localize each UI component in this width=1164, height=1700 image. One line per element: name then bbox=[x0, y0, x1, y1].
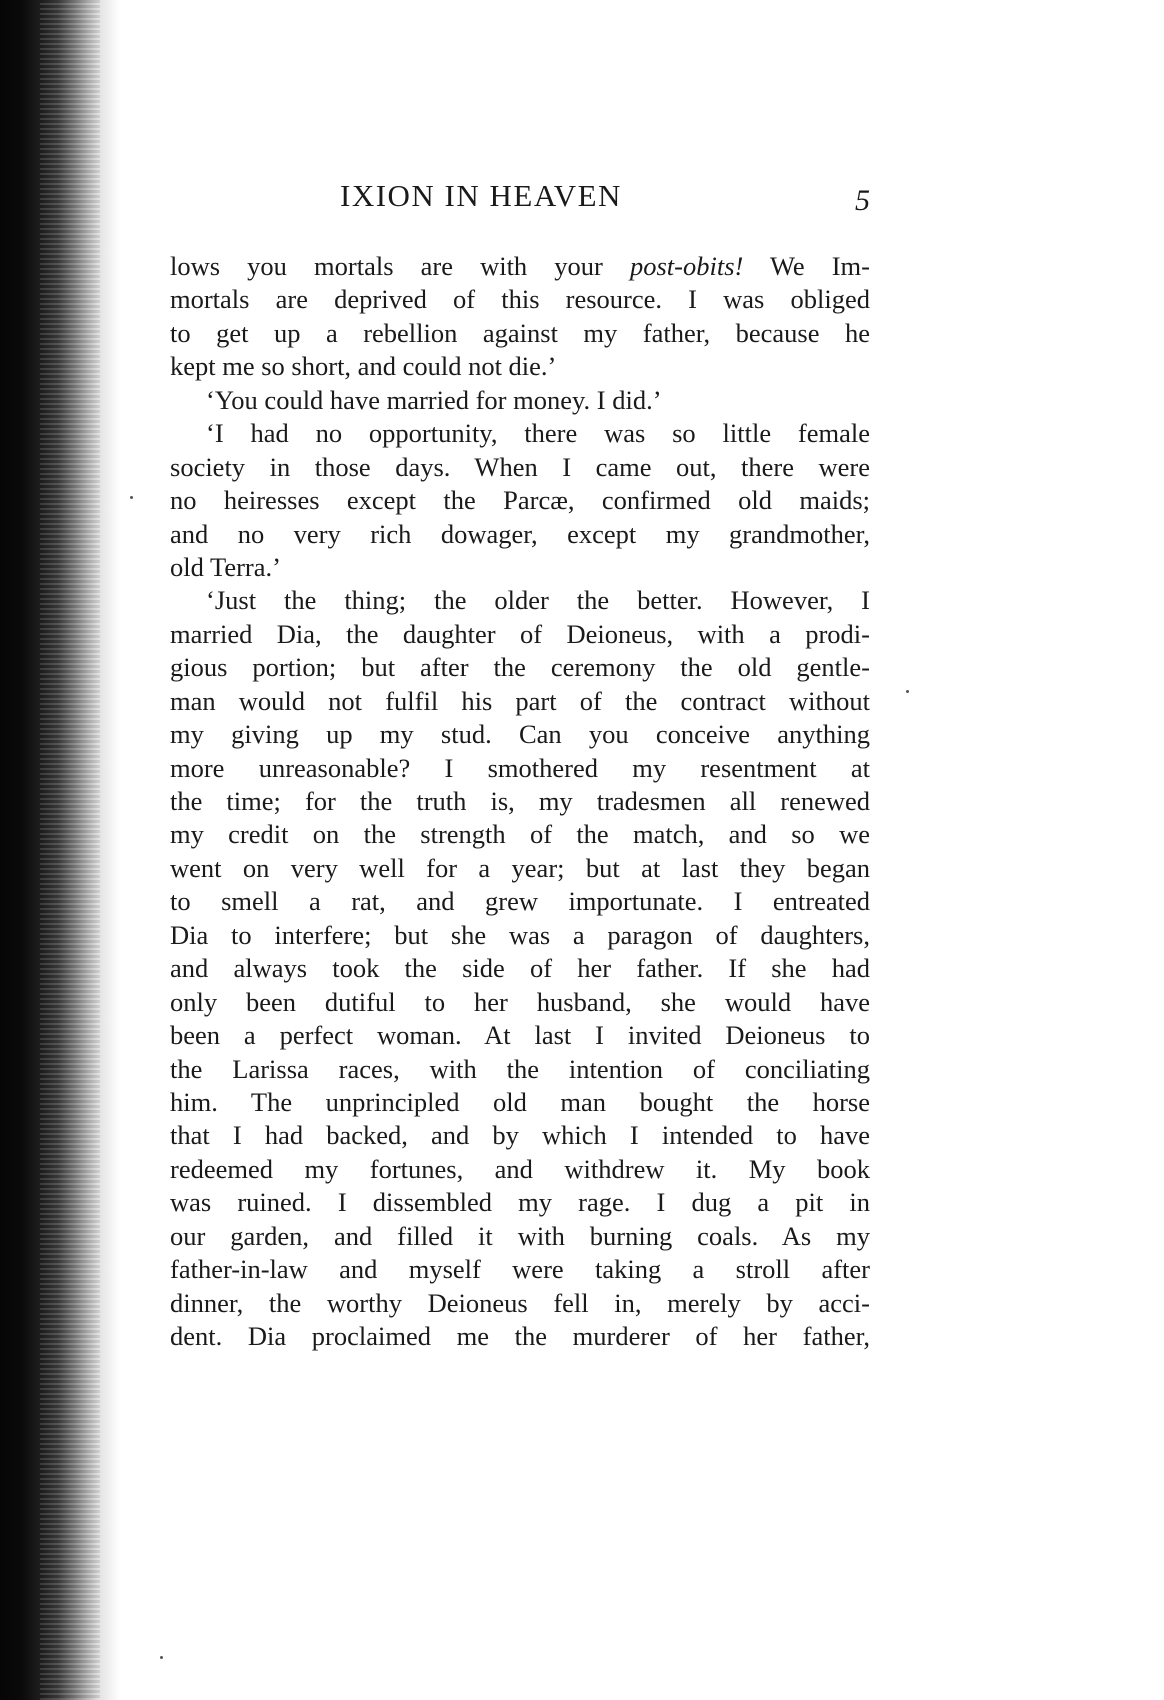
text-line: married Dia, the daughter of Deioneus, with a prodi- bbox=[170, 618, 870, 649]
text-line: dinner, the worthy Deioneus fell in, merely by acci- bbox=[170, 1287, 870, 1318]
text-line: been a perfect woman. At last I invited Deioneus to bbox=[170, 1020, 870, 1051]
scan-speck bbox=[906, 690, 909, 693]
text-line: father-in-law and myself were taking a stroll after bbox=[170, 1254, 870, 1285]
text-line: my credit on the strength of the match, and so we bbox=[170, 819, 870, 850]
text-line: and always took the side of her father. If she had bbox=[170, 953, 870, 984]
page-number: 5 bbox=[855, 184, 870, 217]
text-line: to smell a rat, and grew importunate. I entreated bbox=[170, 886, 870, 917]
text-line: that I had backed, and by which I intended to have bbox=[170, 1120, 870, 1151]
running-head bbox=[170, 178, 870, 228]
text-run: lows you mortals are with your bbox=[170, 251, 630, 281]
running-title: IXION IN HEAVEN bbox=[340, 178, 622, 213]
text-line: dent. Dia proclaimed me the murderer of her father, bbox=[170, 1321, 870, 1351]
text-line: our garden, and filled it with burning coals. As my bbox=[170, 1220, 870, 1251]
text-line: society in those days. When I came out, there were bbox=[170, 451, 870, 482]
text-line: my giving up my stud. Can you conceive anything bbox=[170, 719, 870, 750]
scan-speck bbox=[160, 1656, 163, 1659]
text-run: We Im- bbox=[743, 251, 870, 281]
text-line: ‘You could have married for money. I did.’ bbox=[206, 384, 662, 415]
text-line: no heiresses except the Parcæ, confirmed old maids; bbox=[170, 485, 870, 516]
text-line: the time; for the truth is, my tradesmen all renewed bbox=[170, 786, 870, 816]
text-line: only been dutiful to her husband, she would have bbox=[170, 986, 870, 1017]
text-line: went on very well for a year; but at last they began bbox=[170, 852, 870, 883]
text-line bbox=[170, 250, 870, 283]
text-line: redeemed my fortunes, and withdrew it. My book bbox=[170, 1153, 870, 1184]
text-line: gious portion; but after the ceremony the old gentle- bbox=[170, 652, 870, 683]
text-line: the Larissa races, with the intention of conciliating bbox=[170, 1053, 870, 1084]
text-line: was ruined. I dissembled my rage. I dug a pit in bbox=[170, 1187, 870, 1218]
binding-gutter-texture bbox=[40, 0, 100, 1700]
text-line: him. The unprincipled old man bought the horse bbox=[170, 1086, 870, 1117]
text-line: mortals are deprived of this resource. I was obliged bbox=[170, 284, 870, 315]
text-line: old Terra.’ bbox=[170, 551, 281, 582]
text-line: more unreasonable? I smothered my resentment at bbox=[170, 752, 870, 783]
text-line: man would not fulfil his part of the contract without bbox=[170, 685, 870, 716]
body-text bbox=[170, 250, 870, 1353]
italic-term: post-obits! bbox=[629, 251, 744, 281]
text-line: to get up a rebellion against my father, because he bbox=[170, 317, 870, 348]
text-line: ‘I had no opportunity, there was so little female bbox=[206, 418, 870, 449]
text-line: kept me so short, and could not die.’ bbox=[170, 351, 557, 382]
text-line: and no very rich dowager, except my grandmother, bbox=[170, 518, 870, 549]
text-line: Dia to interfere; but she was a paragon of daughters, bbox=[170, 919, 870, 950]
scan-speck bbox=[130, 496, 133, 499]
text-line: ‘Just the thing; the older the better. However, I bbox=[206, 585, 870, 616]
